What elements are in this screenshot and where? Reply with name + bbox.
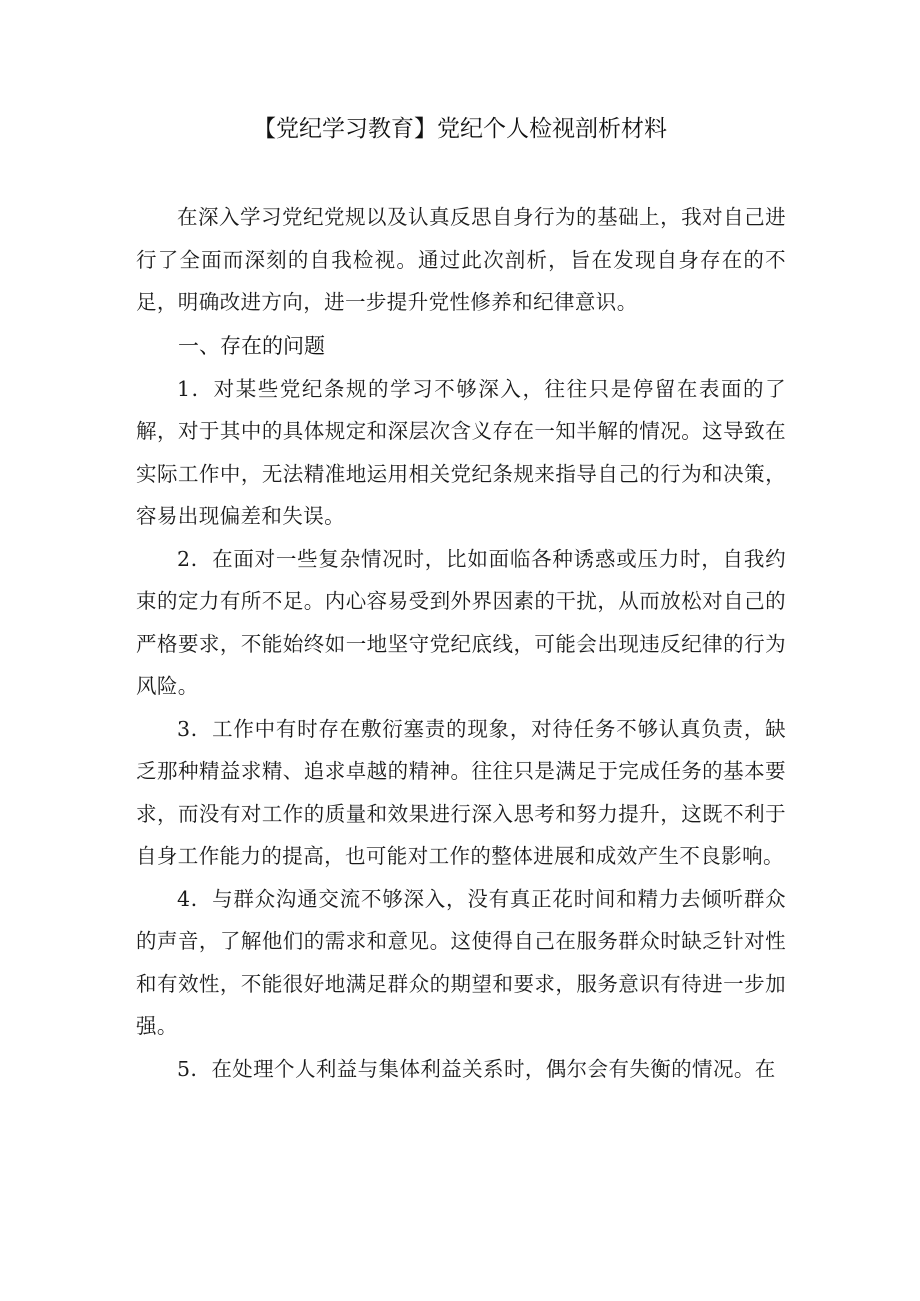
intro-paragraph: 在深入学习党纪党规以及认真反思自身行为的基础上，我对自己进行了全面而深刻的自我检视。通过此次剖析，旨在发现自身存在的不足，明确改进方向，进一步提升党性修养和纪律意识。 <box>136 205 786 314</box>
problem-item-1: 1．对某些党纪条规的学习不够深入，往往只是停留在表面的了解，对于其中的具体规定和深层次含义存在一知半解的情况。这导致在实际工作中，无法精准地运用相关党纪条规来指导自己的行为和决策，容易出现偏差和失误。 <box>136 376 786 528</box>
section-heading-problems: 一、存在的问题 <box>178 333 325 358</box>
problem-item-4: 4．与群众沟通交流不够深入，没有真正花时间和精力去倾听群众的声音，了解他们的需求和意见。这使得自己在服务群众时缺乏针对性和有效性，不能很好地满足群众的期望和要求，服务意识有待进一步加强。 <box>136 886 786 1038</box>
document-body <box>136 196 786 1090</box>
document-title: 【党纪学习教育】党纪个人检视剖析材料 <box>253 116 667 142</box>
problem-item-5: 5．在处理个人利益与集体利益关系时，偶尔会有失衡的情况。在 <box>177 1056 776 1081</box>
problem-item-2: 2．在面对一些复杂情况时，比如面临各种诱惑或压力时，自我约束的定力有所不足。内心容易受到外界因素的干扰，从而放松对自己的严格要求，不能始终如一地坚守党纪底线，可能会出现违反纪律的行为风险。 <box>136 546 786 698</box>
problem-item-3: 3．工作中有时存在敷衍塞责的现象，对待任务不够认真负责，缺乏那种精益求精、追求卓越的精神。往往只是满足于完成任务的基本要求，而没有对工作的质量和效果进行深入思考和努力提升，这既不利于自身工作能力的提高，也可能对工作的整体进展和成效产生不良影响。 <box>136 716 786 868</box>
